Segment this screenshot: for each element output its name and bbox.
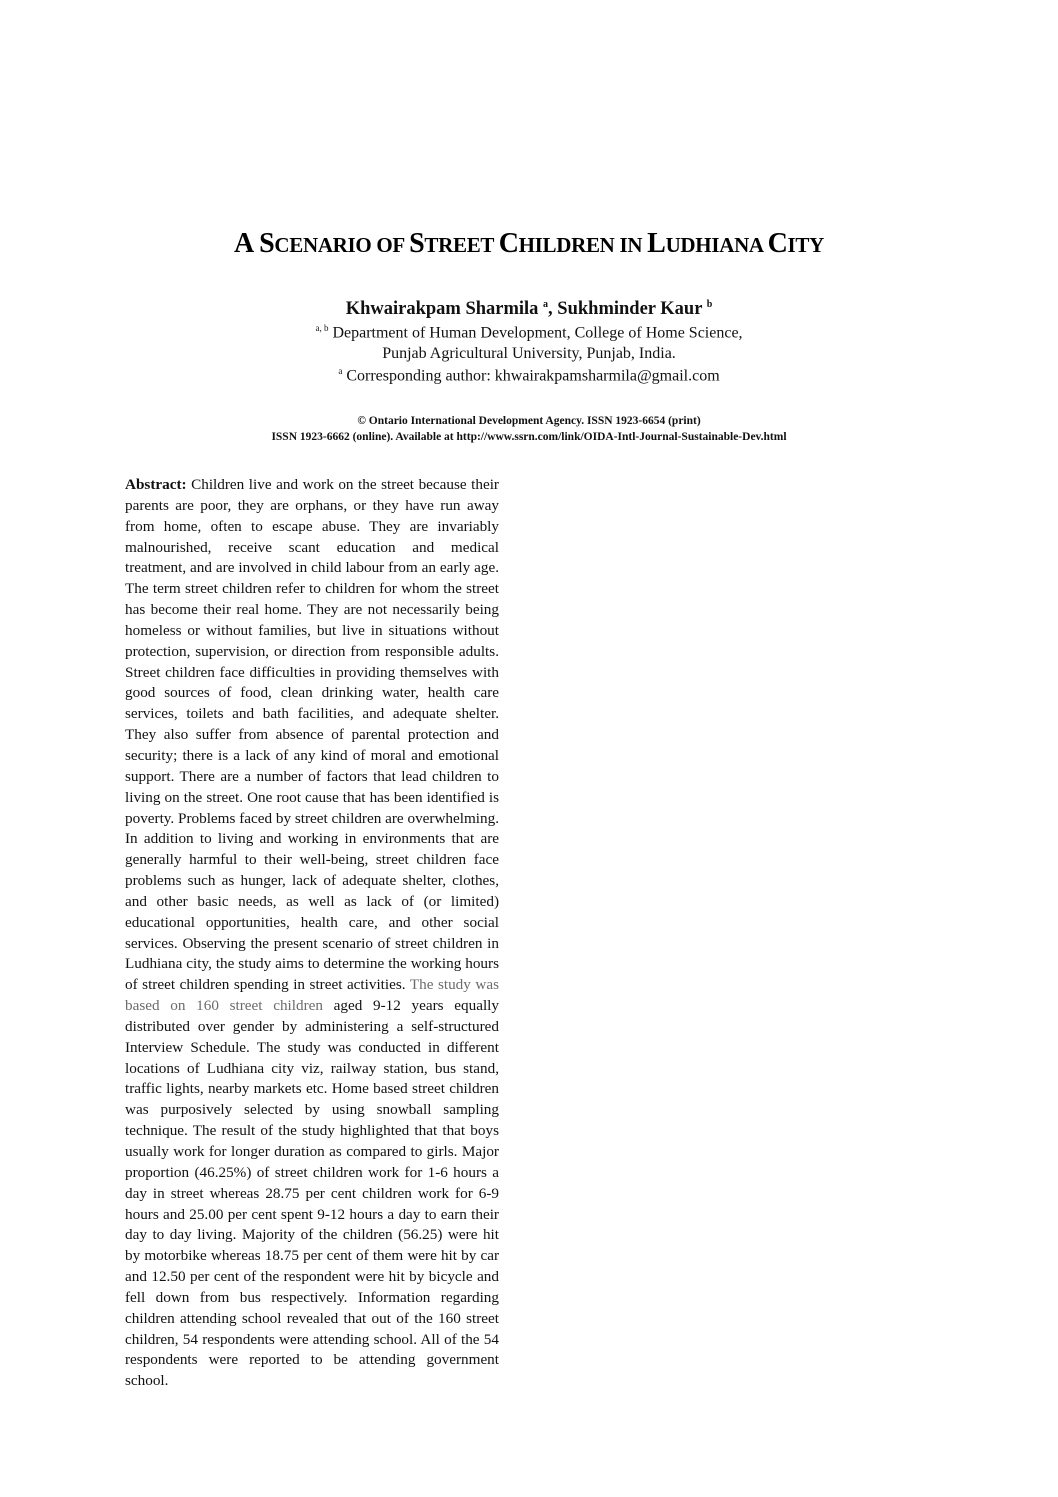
- title-part: C: [498, 228, 519, 259]
- affiliation-text: Department of Human Development, College of Home Science,: [332, 324, 743, 342]
- title-part: S: [409, 228, 425, 259]
- abstract-text-cont: aged 9-12 years equally distributed over gender by administering a self-structured Interview Schedule. The study was conducted in different locations of Ludhiana city viz, railway station, bus stand, traffic lights, nearby markets etc. Home based street children was purposively selected by using snowball sampling technique. The result of the study highlighted that that boys usually work for longer duration as compared to girls. Major proportion (46.25%) of street children work for 1-6 hours a day in street whereas 28.75 per cent children work for 6-9 hours and 25.00 per cent spent 9-12 hours a day to earn their day to day living. Majority of the children (56.25) were hit by motorbike whereas 18.75 per cent of them were hit by car and 12.50 per cent of the respondent were hit by bicycle and fell down from bus respectively. Information regarding children attending school revealed that out of the 160 street children, 54 respondents were attending school. All of the 54 respondents were reported to be attending government school.: [125, 997, 499, 1390]
- title-part: L: [647, 228, 666, 259]
- title-part: C: [767, 228, 788, 259]
- left-column: [125, 475, 499, 1392]
- copyright-line-1: © Ontario International Development Agency. ISSN 1923-6654 (print): [357, 415, 701, 427]
- author-name: Khwairakpam Sharmila: [345, 299, 539, 320]
- affiliation-line-1: [0, 323, 1058, 342]
- title-part: ITY: [787, 233, 824, 257]
- abstract-label: Abstract:: [125, 476, 187, 493]
- affiliation-text: Punjab Agricultural University, Punjab, India.: [382, 345, 676, 362]
- corresponding-superscript: a: [338, 366, 343, 376]
- abstract-text-gray: The study was based on 160 street children: [125, 976, 499, 1015]
- author-name: Sukhminder Kaur: [557, 299, 703, 320]
- author-superscript: a: [543, 299, 549, 310]
- title-part: A S: [234, 228, 275, 259]
- title-part: TREET: [424, 233, 499, 257]
- author-separator: ,: [548, 299, 558, 320]
- title-part: UDHIANA: [665, 233, 768, 257]
- title-part: CENARIO OF: [274, 233, 410, 257]
- corresponding-author: [0, 366, 1058, 385]
- author-list: [0, 299, 1058, 320]
- paper-title: [0, 228, 1058, 260]
- abstract: [125, 475, 499, 1392]
- copyright-line-2: ISSN 1923-6662 (online). Available at http://www.ssrn.com/link/OIDA-Intl-Journal-Sustainable-Dev.html: [271, 431, 787, 443]
- corresponding-text: Corresponding author: khwairakpamsharmila@gmail.com: [346, 367, 720, 385]
- affiliation-line-2: [0, 345, 1058, 363]
- title-part: HILDREN IN: [518, 233, 648, 257]
- abstract-text: Children live and work on the street because their parents are poor, they are orphans, or they have run away from home, often to escape abuse. They are invariably malnourished, receive scant education and medical treatment, and are involved in child labour from an early age. The term street children refer to children for whom the street has become their real home. They are not necessarily being homeless or without families, but live in situations without protection, supervision, or direction from responsible adults. Street children face difficulties in providing themselves with good sources of food, clean drinking water, health care services, toilets and bath facilities, and adequate shelter. They also suffer from absence of parental protection and security; there is a lack of any kind of moral and emotional support. There are a number of factors that lead children to living on the street. One root cause that has been identified is poverty. Problems faced by street children are overwhelming. In addition to living and working in environments that are generally harmful to their well-being, street children face problems such as hunger, lack of adequate shelter, clothes, and other basic needs, as well as lack of (or limited) educational opportunities, health care, and other social services. Observing the present scenario of street children in Ludhiana city, the study aims to determine the working hours of street children spending in street activities.: [125, 476, 499, 994]
- author-superscript: b: [706, 299, 713, 310]
- affiliation-superscript: a, b: [315, 323, 329, 333]
